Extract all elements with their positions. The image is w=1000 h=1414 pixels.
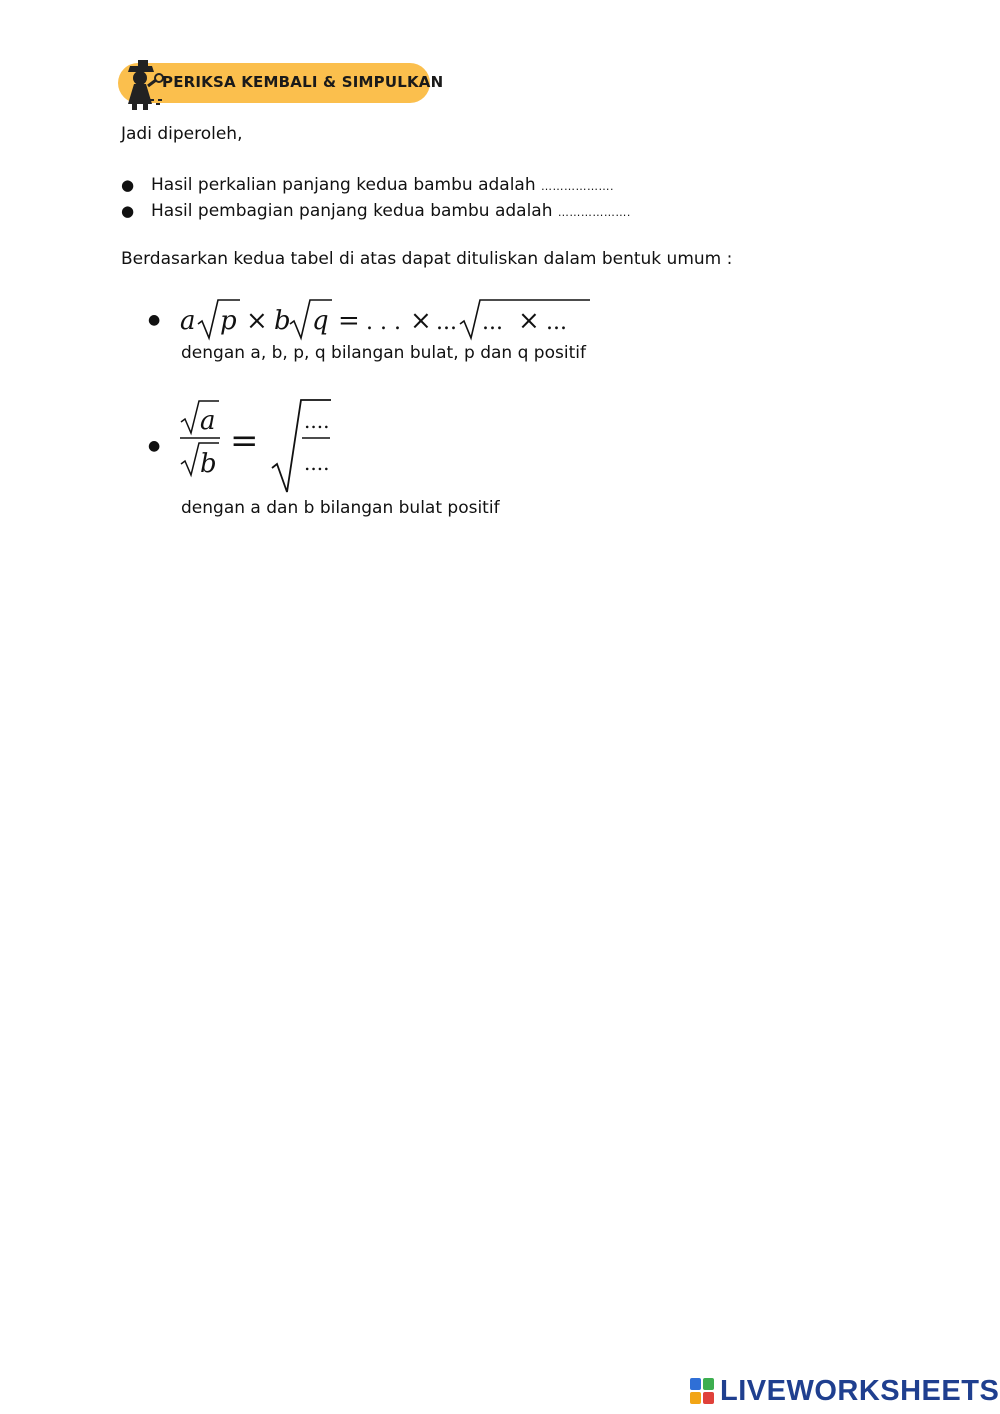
intro-text: Jadi diperoleh, xyxy=(121,124,243,144)
footer-brand-text: LIVEWORKSHEETS xyxy=(720,1374,1000,1407)
blank-radicand-1[interactable]: ... xyxy=(482,310,503,335)
var-a: a xyxy=(200,406,216,436)
footer-brand[interactable] xyxy=(690,1374,999,1408)
list-item-text: Hasil perkalian panjang kedua bambu adalah xyxy=(151,175,542,195)
list-item xyxy=(121,200,631,226)
answer-blank[interactable]: ………………. xyxy=(557,206,631,219)
general-form-intro: Berdasarkan kedua tabel di atas dapat dituliskan dalam bentuk umum : xyxy=(121,249,733,269)
var-b: b xyxy=(274,306,291,336)
var-q: q xyxy=(312,306,329,336)
blank-coef-2[interactable]: ... xyxy=(436,310,457,335)
var-b: b xyxy=(200,449,217,479)
blank-denominator[interactable]: .... xyxy=(304,451,330,475)
times-sign: × xyxy=(246,306,268,336)
blank-radicand-2[interactable]: ... xyxy=(546,310,567,335)
equals-sign: = xyxy=(230,421,259,461)
bullet-icon: ● xyxy=(121,176,135,194)
formula1-caption: dengan a, b, p, q bilangan bulat, p dan q positif xyxy=(181,343,586,363)
bullet-icon: ● xyxy=(121,202,135,220)
section-banner xyxy=(112,56,442,116)
var-a: a xyxy=(180,306,196,336)
equals-sign: = xyxy=(338,306,360,336)
var-p: p xyxy=(220,306,237,336)
bullet-icon: ● xyxy=(148,312,161,328)
banner-title: PERIKSA KEMBALI & SIMPULKAN xyxy=(162,73,444,91)
formula2-caption: dengan a dan b bilangan bulat positif xyxy=(181,498,500,518)
answer-blank[interactable]: ………………. xyxy=(541,180,615,193)
times-sign: × xyxy=(410,306,432,336)
formula-svg xyxy=(180,398,400,498)
list-item-text: Hasil pembagian panjang kedua bambu adalah xyxy=(151,201,558,221)
formula-svg xyxy=(180,298,620,342)
blank-numerator[interactable]: .... xyxy=(304,409,330,433)
liveworksheets-logo-icon xyxy=(690,1378,714,1404)
result-list xyxy=(121,174,631,226)
bullet-icon: ● xyxy=(148,438,161,454)
list-item xyxy=(121,174,631,200)
times-sign: × xyxy=(518,306,540,336)
blank-coef-1[interactable]: . . . xyxy=(366,310,401,335)
